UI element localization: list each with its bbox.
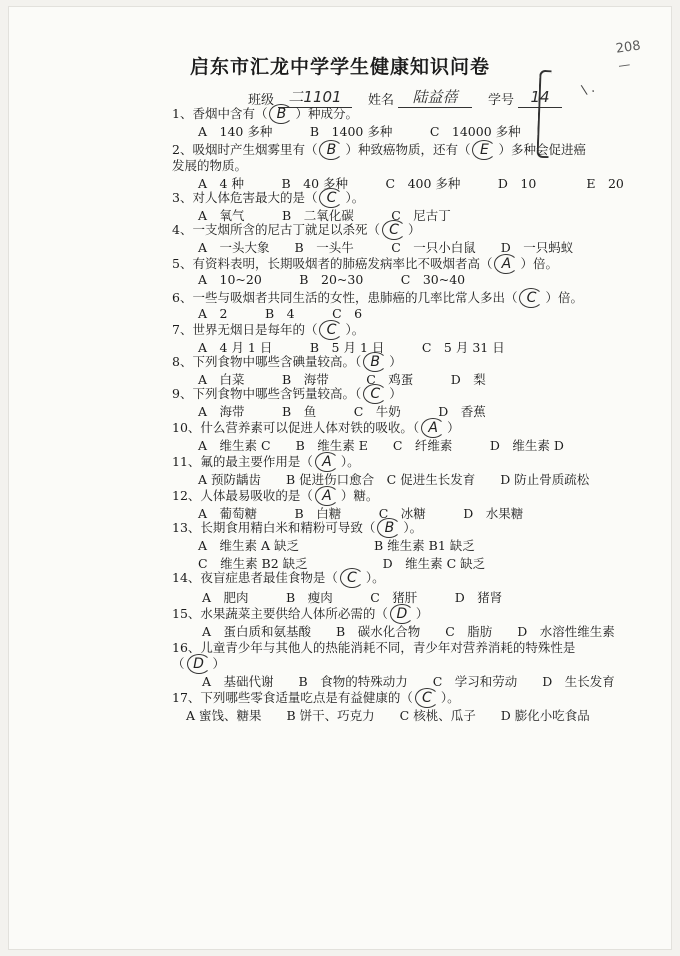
question-10: 10、什么营养素可以促进人体对铁的吸收。（ A ）: [172, 420, 460, 436]
answer-14: C: [338, 570, 366, 586]
student-info-row: [248, 84, 578, 108]
class-label: 班级: [248, 93, 275, 108]
question-8: 8、下列食物中哪些含碘量较高。（ B ）: [172, 354, 402, 370]
answer-1: B: [267, 106, 295, 122]
question-16: 16、儿童青少年与其他人的热能消耗不同，青少年对营养消耗的特殊性是: [172, 640, 576, 655]
answer-11: A: [313, 454, 341, 470]
question-4: 4、一支烟所含的尼古丁就足以杀死（ C ）: [172, 222, 421, 238]
options-14: A 肥肉 B 瘦肉 C 猪肝 D 猪肾: [202, 590, 503, 605]
question-1: 1、香烟中含有（ B ）种成分。: [172, 106, 358, 122]
question-11: 11、氟的最主要作用是（ A ）。: [172, 454, 360, 470]
options-11: A 预防龋齿 B 促进伤口愈合 C 促进生长发育 D 防止骨质疏松: [198, 472, 590, 487]
options-2: A 4 种 B 40 多种 C 400 多种 D 10 E 20: [198, 176, 624, 191]
question-15: 15、水果蔬菜主要供给人体所必需的（ D ）: [172, 606, 429, 622]
answer-10: A: [419, 420, 447, 436]
answer-17: C: [413, 690, 441, 706]
corner-number: 208: [615, 38, 642, 57]
options-3: A 氧气 B 二氧化碳 C 尼古丁: [198, 208, 451, 223]
options-7: A 4 月 1 日 B 5 月 1 日 C 5 月 31 日: [198, 340, 505, 355]
options-12: A 葡萄糖 B 白糖 C 冰糖 D 水果糖: [198, 506, 524, 521]
answer-13: B: [375, 520, 403, 536]
options-6: A 2 B 4 C 6: [198, 306, 363, 321]
question-6: 6、一些与吸烟者共同生活的女性，患肺癌的几率比常人多出（ C ）倍。: [172, 290, 583, 306]
class-value: 二1101: [278, 87, 352, 108]
answer-2b: E: [470, 142, 498, 158]
answer-3: C: [317, 190, 345, 206]
question-16-continued: （ D ）: [172, 656, 226, 672]
margin-scribble: \ .: [580, 80, 597, 99]
options-13b: C 维生素 B2 缺乏 D 维生素 C 缺乏: [198, 556, 486, 571]
question-7: 7、世界无烟日是每年的（ C ）。: [172, 322, 365, 338]
question-13: 13、长期食用精白米和精粉可导致（ B ）。: [172, 520, 423, 536]
options-10: A 维生素 C B 维生素 E C 纤维素 D 维生素 D: [198, 438, 564, 453]
corner-dash: —: [617, 57, 632, 73]
page-title: 启东市汇龙中学学生健康知识问卷: [189, 56, 490, 78]
options-9: A 海带 B 鱼 C 牛奶 D 香蕉: [198, 404, 486, 419]
answer-15: D: [388, 606, 416, 622]
question-9: 9、下列食物中哪些含钙量较高。（ C ）: [172, 386, 402, 402]
answer-4: C: [380, 222, 408, 238]
answer-6: C: [517, 290, 545, 306]
name-value: 陆益蓓: [398, 87, 472, 108]
question-5: 5、有资料表明，长期吸烟者的肺癌发病率比不吸烟者高（ A ）倍。: [172, 256, 558, 272]
answer-7: C: [317, 322, 345, 338]
answer-16: D: [185, 656, 213, 672]
name-label: 姓名: [368, 93, 395, 108]
options-1: A 140 多种 B 1400 多种 C 14000 多种: [198, 124, 521, 139]
options-17: A 蜜饯、糖果 B 饼干、巧克力 C 核桃、瓜子 D 膨化小吃食品: [186, 708, 590, 723]
options-5: A 10~20 B 20~30 C 30~40: [198, 272, 466, 287]
question-17: 17、下列哪些零食适量吃点是有益健康的（ C ）。: [172, 690, 460, 706]
options-16: A 基础代谢 B 食物的特殊动力 C 学习和劳动 D 生长发育: [202, 674, 615, 689]
options-8: A 白菜 B 海带 C 鸡蛋 D 梨: [198, 372, 486, 387]
question-2: 2、吸烟时产生烟雾里有（ B ）种致癌物质，还有（ E ）多种会促进癌: [172, 142, 586, 158]
id-value: 14: [518, 87, 562, 108]
answer-2a: B: [317, 142, 345, 158]
options-4: A 一头大象 B 一头牛 C 一只小白鼠 D 一只蚂蚁: [198, 240, 574, 255]
id-label: 学号: [488, 93, 515, 108]
question-12: 12、人体最易吸收的是（ A ）糖。: [172, 488, 379, 504]
answer-5: A: [492, 256, 520, 272]
answer-8: B: [361, 354, 389, 370]
question-2-continued: 发展的物质。: [172, 158, 248, 173]
options-15: A 蛋白质和氨基酸 B 碳水化合物 C 脂肪 D 水溶性维生素: [202, 624, 615, 639]
question-3: 3、对人体危害最大的是（ C ）。: [172, 190, 365, 206]
answer-9: C: [361, 386, 389, 402]
answer-12: A: [313, 488, 341, 504]
question-14: 14、夜盲症患者最佳食物是（ C ）。: [172, 570, 385, 586]
options-13a: A 维生素 A 缺乏 B 维生素 B1 缺乏: [198, 538, 475, 553]
